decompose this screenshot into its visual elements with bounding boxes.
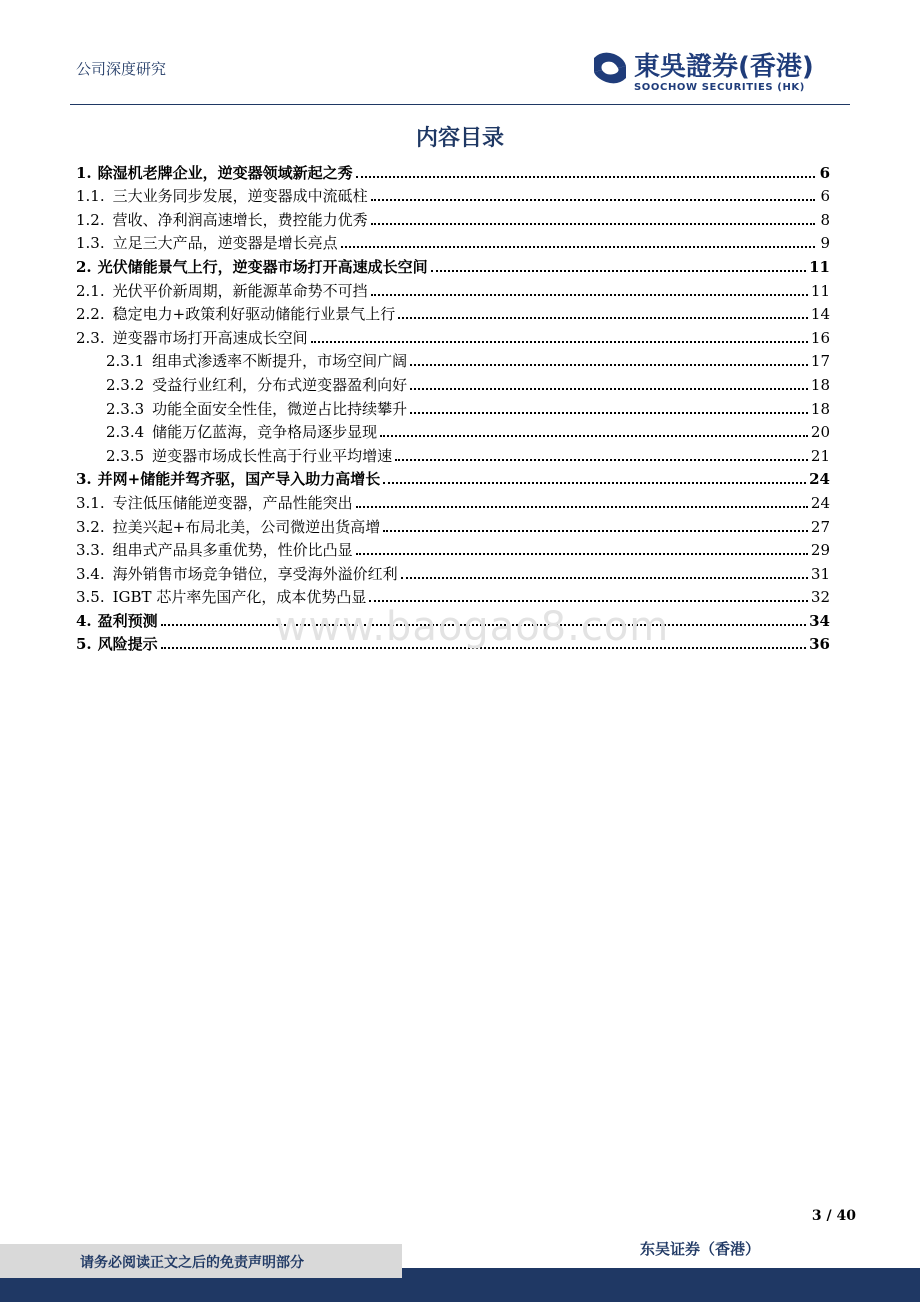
toc-dot-leader	[356, 176, 815, 178]
toc-dot-leader	[356, 506, 808, 508]
header-section-label: 公司深度研究	[76, 60, 167, 78]
toc-entry-title: 盈利预测	[97, 611, 158, 630]
toc-entry[interactable]	[76, 323, 830, 347]
toc-entry-number: 2.3.4	[106, 423, 145, 442]
toc-dot-leader	[401, 577, 808, 579]
toc-dot-leader	[410, 412, 808, 414]
toc-entry[interactable]	[76, 182, 830, 206]
toc-dot-leader	[410, 364, 808, 366]
toc-entry-page: 31	[810, 564, 830, 583]
company-logo	[590, 46, 846, 98]
toc-entry-title: 除湿机老牌企业，逆变器领域新起之秀	[97, 163, 353, 182]
toc-entry-title: 受益行业红利，分布式逆变器盈利向好	[152, 375, 408, 394]
logo-name-en: SOOCHOW SECURITIES (HK)	[634, 82, 805, 93]
toc-entry-number: 3.3.	[76, 541, 105, 560]
toc-entry-page: 24	[809, 470, 830, 489]
toc-entry-number: 3.2.	[76, 517, 105, 536]
toc-dot-leader	[341, 246, 815, 248]
toc-entry-title: 逆变器市场成长性高于行业平均增速	[152, 446, 393, 465]
toc-entry[interactable]	[76, 394, 830, 418]
toc-entry-page: 14	[810, 305, 830, 324]
toc-entry-page: 20	[810, 423, 830, 442]
toc-entry-page: 17	[810, 352, 830, 371]
toc-entry[interactable]	[76, 583, 830, 607]
logo-name-cn: 東吳證券(香港)	[634, 52, 814, 82]
footer-disclaimer: 请务必阅读正文之后的免责声明部分	[80, 1255, 304, 1271]
toc-dot-leader	[410, 388, 808, 390]
toc-entry[interactable]	[76, 276, 830, 300]
toc-entry-title: 并网+储能并驾齐驱，国产导入助力高增长	[97, 470, 381, 489]
toc-dot-leader	[356, 553, 808, 555]
toc-entry[interactable]	[76, 465, 830, 489]
toc-entry-page: 9	[820, 234, 830, 253]
toc-entry-number: 2.3.3	[106, 399, 145, 418]
toc-entry-page: 21	[810, 446, 830, 465]
toc-dot-leader	[380, 435, 808, 437]
toc-entry-title: 立足三大产品，逆变器是增长亮点	[112, 234, 338, 253]
toc-entry-title: IGBT 芯片率先国产化，成本优势凸显	[112, 588, 367, 607]
toc-entry-page: 16	[810, 328, 830, 347]
toc-entry[interactable]	[76, 300, 830, 324]
toc-entry[interactable]	[76, 441, 830, 465]
toc-entry-page: 34	[809, 611, 830, 630]
toc-entry[interactable]	[76, 488, 830, 512]
toc-entry[interactable]	[76, 418, 830, 442]
toc-entry-number: 3.5.	[76, 588, 105, 607]
toc-entry[interactable]	[76, 158, 830, 182]
toc-entry-number: 1.1.	[76, 187, 105, 206]
toc-entry-title: 储能万亿蓝海，竞争格局逐步显现	[152, 423, 378, 442]
toc-entry[interactable]	[76, 559, 830, 583]
toc-entry-title: 营收、净利润高速增长，费控能力优秀	[112, 210, 368, 229]
header-divider	[70, 104, 850, 105]
toc-entry-number: 2.	[76, 257, 92, 276]
toc-entry-title: 风险提示	[97, 635, 158, 654]
toc-entry-title: 海外销售市场竞争错位，享受海外溢价红利	[112, 564, 398, 583]
toc-entry-number: 1.	[76, 163, 92, 182]
toc-entry[interactable]	[76, 536, 830, 560]
toc-entry-title: 光伏平价新周期，新能源革命势不可挡	[112, 281, 368, 300]
toc-entry-page: 11	[810, 281, 830, 300]
toc-entry-number: 4.	[76, 611, 92, 630]
toc-entry-number: 2.3.1	[106, 352, 145, 371]
toc-entry-page: 24	[810, 493, 830, 512]
toc-entry-number: 1.2.	[76, 210, 105, 229]
toc-entry-number: 3.1.	[76, 493, 105, 512]
toc-entry-number: 2.1.	[76, 281, 105, 300]
toc-entry-page: 6	[819, 163, 830, 182]
toc-entry-title: 组串式产品具多重优势，性价比凸显	[112, 541, 353, 560]
toc-entry-number: 5.	[76, 635, 92, 654]
footer-company: 东吴证券（香港）	[640, 1240, 761, 1258]
toc-entry[interactable]	[76, 370, 830, 394]
toc-entry-page: 36	[809, 635, 830, 654]
toc-dot-leader	[311, 341, 808, 343]
toc-entry-page: 29	[810, 541, 830, 560]
toc-dot-leader	[398, 317, 808, 319]
toc-dot-leader	[395, 459, 808, 461]
toc-dot-leader	[383, 482, 806, 484]
toc-entry-number: 2.3.	[76, 328, 105, 347]
toc-entry-number: 2.3.5	[106, 446, 145, 465]
toc-entry-title: 组串式渗透率不断提升，市场空间广阔	[152, 352, 408, 371]
toc-entry[interactable]	[76, 229, 830, 253]
logo-mark-icon	[590, 48, 630, 88]
toc-entry-page: 18	[810, 375, 830, 394]
toc-entry-page: 32	[810, 588, 830, 607]
toc-entry[interactable]	[76, 252, 830, 276]
toc-entry-page: 18	[810, 399, 830, 418]
toc-entry-number: 2.3.2	[106, 375, 145, 394]
toc-entry-number: 1.3.	[76, 234, 105, 253]
toc-dot-leader	[383, 530, 808, 532]
toc-entry-title: 稳定电力+政策利好驱动储能行业景气上行	[112, 305, 396, 324]
toc-entry-page: 6	[820, 187, 830, 206]
toc-entry-number: 3.	[76, 470, 92, 489]
page-number: 3 / 40	[811, 1208, 856, 1224]
watermark: www.baogao8.com	[274, 604, 670, 650]
toc-entry-title: 专注低压储能逆变器，产品性能突出	[112, 493, 353, 512]
toc-entry-number: 3.4.	[76, 564, 105, 583]
toc-entry-title: 光伏储能景气上行，逆变器市场打开高速成长空间	[97, 257, 428, 276]
toc-entry-title: 三大业务同步发展，逆变器成中流砥柱	[112, 187, 368, 206]
toc-dot-leader	[369, 600, 808, 602]
toc-title: 内容目录	[415, 125, 504, 151]
toc-entry-title: 逆变器市场打开高速成长空间	[112, 328, 308, 347]
toc-entry-page: 11	[809, 257, 830, 276]
toc-entry-page: 27	[810, 517, 830, 536]
table-of-contents	[76, 158, 830, 653]
toc-entry-page: 8	[820, 210, 830, 229]
toc-dot-leader	[371, 223, 815, 225]
toc-entry[interactable]	[76, 347, 830, 371]
toc-dot-leader	[371, 294, 808, 296]
toc-entry[interactable]	[76, 512, 830, 536]
toc-entry-number: 2.2.	[76, 305, 105, 324]
toc-dot-leader	[431, 270, 806, 272]
toc-entry[interactable]	[76, 205, 830, 229]
toc-dot-leader	[371, 199, 815, 201]
toc-entry-title: 拉美兴起+布局北美，公司微逆出货高增	[112, 517, 381, 536]
toc-entry-title: 功能全面安全性佳，微逆占比持续攀升	[152, 399, 408, 418]
